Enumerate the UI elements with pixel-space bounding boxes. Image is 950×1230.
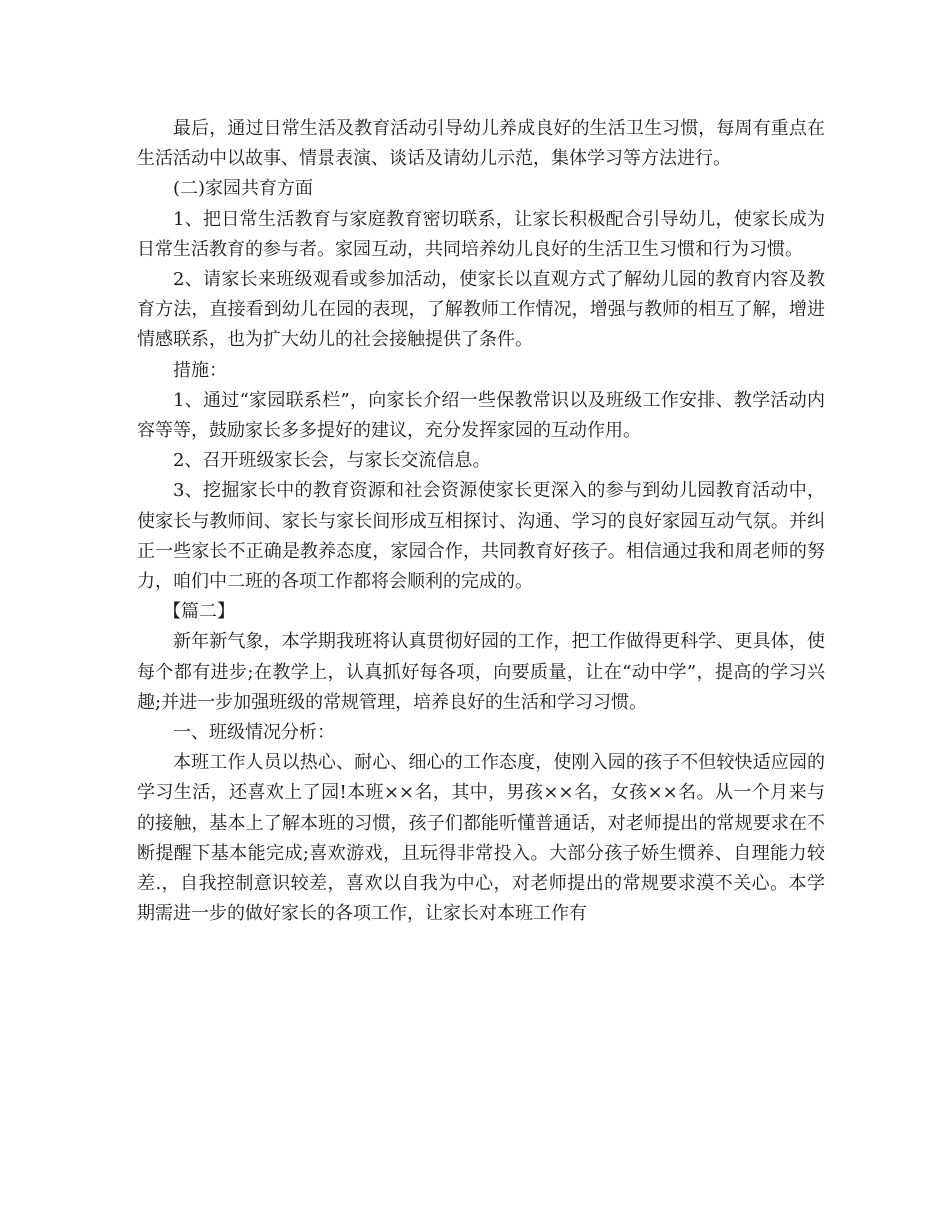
paragraph-measure-2: 2、召开班级家长会，与家长交流信息。	[173, 450, 491, 472]
paragraph-home-school-1: 1、把日常生活教育与家庭教育密切联系，让家长积极配合引导幼儿，使家长成为日常生活教育的参与者。家园互动，共同培养幼儿良好的生活卫生习惯和行为习惯。	[137, 208, 825, 260]
section-heading-part-two: 【篇二】	[163, 601, 235, 623]
paragraph-measure-1: 1、通过“家园联系栏”，向家长介绍一些保教常识以及班级工作安排、教学活动内容等等，鼓励家长多多提好的建议，充分发挥家园的互动作用。	[137, 389, 825, 442]
heading-home-school: (二)家园共育方面	[173, 178, 314, 200]
paragraph-new-year: 新年新气象，本学期我班将认真贯彻好园的工作，把工作做得更科学、更具体，使每个都有进步;在教学上，认真抓好每各项，向要质量，让在“动中学”，提高的学习兴趣;并进一步加强班级的常规管理，培养良好的生活和学习习惯。	[137, 631, 825, 713]
paragraph-home-school-2: 2、请家长来班级观看或参加活动，使家长以直观方式了解幼儿园的教育内容及教育方法，直接看到幼儿在园的表现，了解教师工作情况，增强与教师的相互了解，增进情感联系，也为扩大幼儿的社会接触提供了条件。	[137, 269, 825, 351]
paragraph-class-analysis: 本班工作人员以热心、耐心、细心的工作态度，使刚入园的孩子不但较快适应园的学习生活，还喜欢上了园!本班××名，其中，男孩××名，女孩××名。从一个月来与的接触，基本上了解本班的习惯，孩子们都能听懂普通话，对老师提出的常规要求在不断提醒下基本能完成;喜欢游戏，且玩得非常投入。大部分孩子娇生惯养、自理能力较差.，自我控制意识较差，喜欢以自我为中心，对老师提出的常规要求漠不关心。本学期需进一步的做好家长的各项工作，让家长对本班工作有	[137, 752, 825, 925]
paragraph-measure-3: 3、挖掘家长中的教育资源和社会资源使家长更深入的参与到幼儿园教育活动中，使家长与教师间、家长与家长间形成互相探讨、沟通、学习的良好家园互动气氛。并纠正一些家长不正确是教养态度，家园合作，共同教育好孩子。相信通过我和周老师的努力，咱们中二班的各项工作都将会顺利的完成的。	[137, 480, 825, 593]
heading-measures: 措施：	[173, 359, 227, 381]
document-body	[137, 114, 825, 929]
paragraph-closing-habits: 最后，通过日常生活及教育活动引导幼儿养成良好的生活卫生习惯，每周有重点在生活活动中以故事、情景表演、谈话及请幼儿示范，集体学习等方法进行。	[137, 118, 825, 170]
heading-class-analysis: 一、班级情况分析：	[173, 722, 335, 744]
